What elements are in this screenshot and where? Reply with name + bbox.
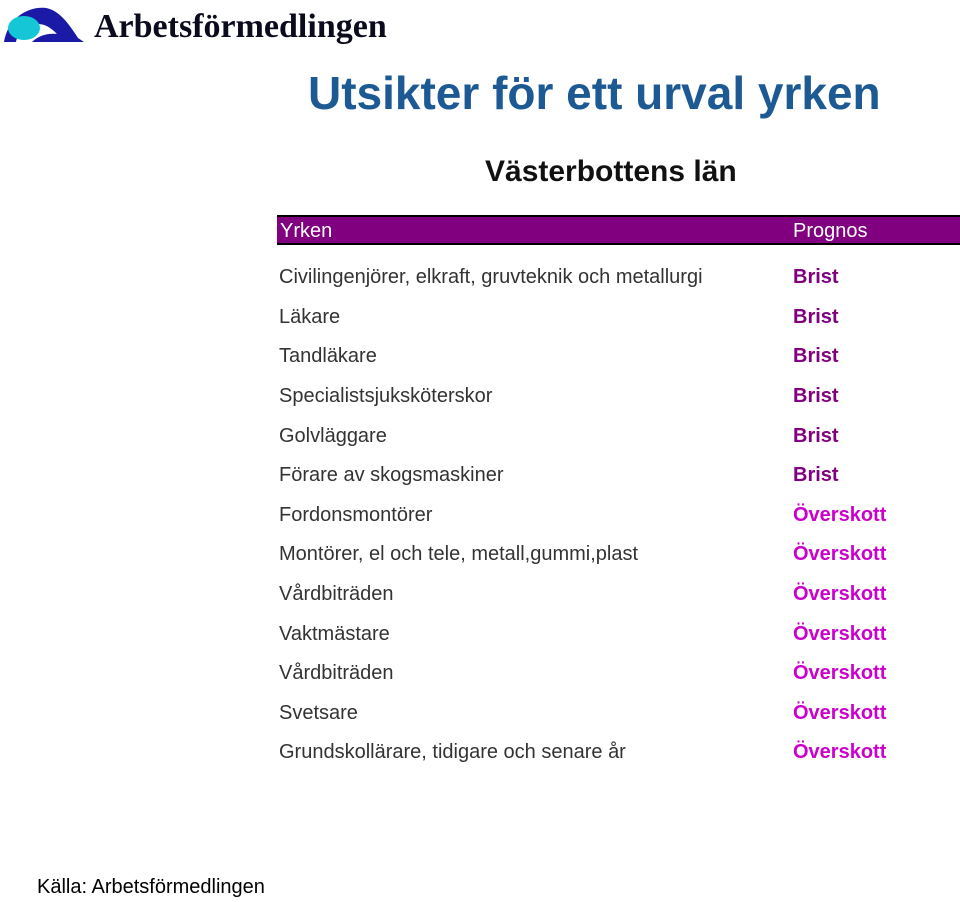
table-row — [279, 543, 939, 571]
table-row — [279, 504, 939, 532]
forecast-value: Överskott — [793, 504, 887, 526]
forecast-value: Överskott — [793, 623, 887, 645]
occupation-name: Golvläggare — [279, 425, 387, 447]
table-row — [279, 345, 939, 373]
forecast-value: Brist — [793, 385, 839, 407]
occupation-name: Förare av skogsmaskiner — [279, 464, 504, 486]
forecast-value: Överskott — [793, 543, 887, 565]
occupation-name: Fordonsmontörer — [279, 504, 433, 526]
forecast-value: Brist — [793, 306, 839, 328]
occupation-name: Vårdbiträden — [279, 662, 394, 684]
table-row — [279, 464, 939, 492]
header-prognos: Prognos — [793, 220, 868, 242]
occupation-name: Vårdbiträden — [279, 583, 394, 605]
table-row — [279, 385, 939, 413]
forecast-value: Överskott — [793, 662, 887, 684]
table-row — [279, 662, 939, 690]
source-footnote: Källa: Arbetsförmedlingen — [37, 876, 265, 898]
occupation-name: Vaktmästare — [279, 623, 390, 645]
occupation-name: Svetsare — [279, 702, 358, 724]
region-subtitle: Västerbottens län — [485, 155, 737, 188]
table-row — [279, 306, 939, 334]
occupation-name: Läkare — [279, 306, 341, 328]
forecast-value: Brist — [793, 464, 839, 486]
arbetsformedlingen-logo — [2, 2, 422, 52]
forecast-value: Överskott — [793, 702, 887, 724]
table-row — [279, 266, 939, 294]
forecast-value: Överskott — [793, 583, 887, 605]
table-header — [277, 215, 960, 245]
header-yrken: Yrken — [280, 220, 333, 242]
forecast-value: Brist — [793, 345, 839, 367]
forecast-value: Brist — [793, 266, 839, 288]
table-row — [279, 583, 939, 611]
table-row — [279, 425, 939, 453]
forecast-value: Överskott — [793, 741, 887, 763]
occupation-name: Montörer, el och tele, metall,gummi,plast — [279, 543, 639, 565]
occupation-name: Tandläkare — [279, 345, 377, 367]
table-row — [279, 623, 939, 651]
forecast-value: Brist — [793, 425, 839, 447]
occupation-name: Specialistsjuksköterskor — [279, 385, 493, 407]
logo-mark-icon — [2, 2, 92, 46]
logo-text: Arbetsförmedlingen — [94, 8, 387, 45]
occupation-name: Grundskollärare, tidigare och senare år — [279, 741, 626, 763]
table-row — [279, 741, 939, 769]
occupation-name: Civilingenjörer, elkraft, gruvteknik och metallurgi — [279, 266, 703, 288]
table-row — [279, 702, 939, 730]
page-title: Utsikter för ett urval yrken — [308, 67, 881, 119]
